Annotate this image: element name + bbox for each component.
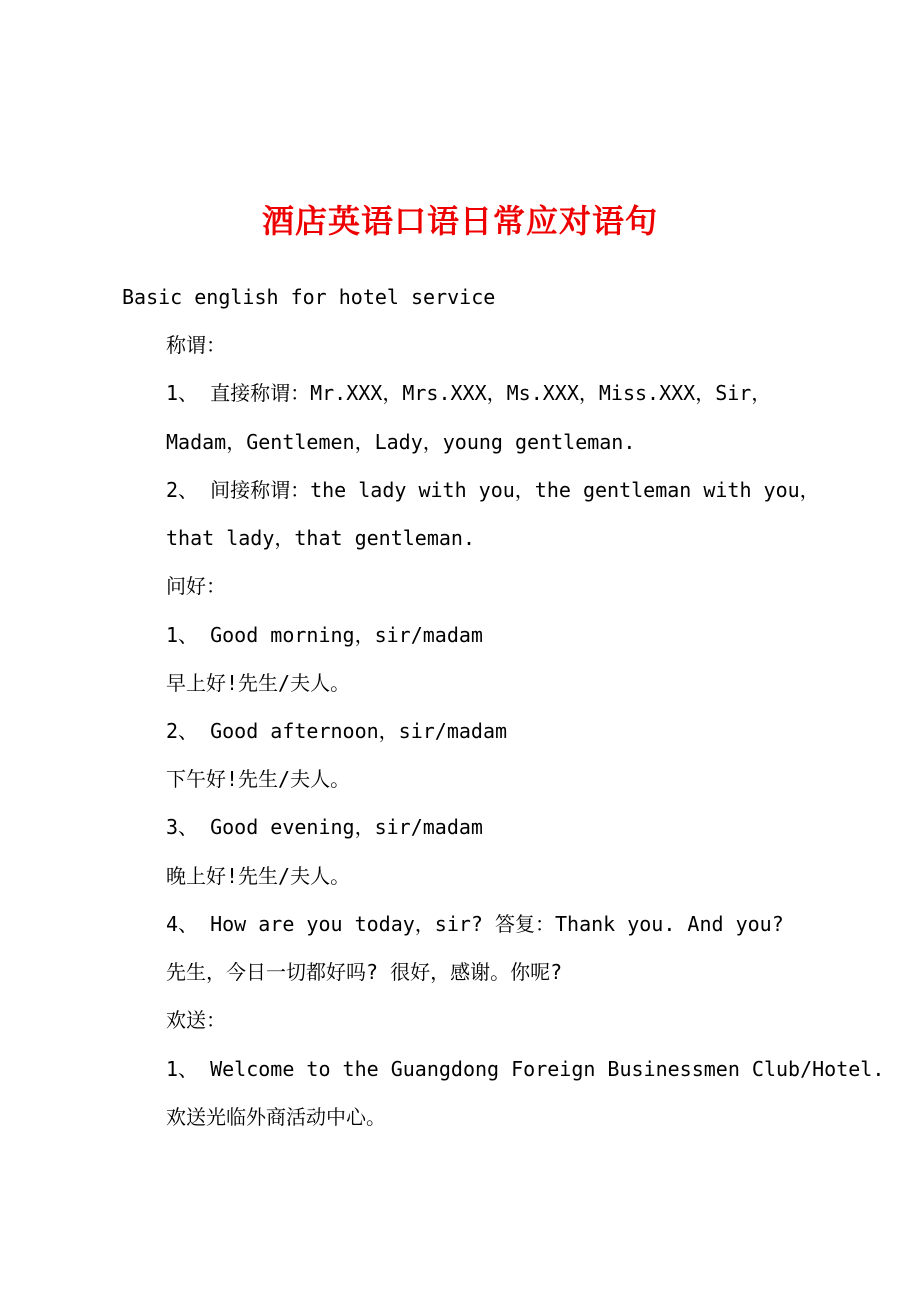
section-heading-greetings: 问好： [166, 574, 226, 598]
text-line: Madam，Gentlemen，Lady，young gentleman. [166, 430, 636, 454]
document-subtitle: Basic english for hotel service [122, 285, 496, 309]
text-line: 1、 Good morning，sir/madam [166, 623, 483, 647]
text-line: 下午好!先生/夫人。 [166, 767, 351, 791]
text-line: 先生，今日一切都好吗? 很好，感谢。你呢? [166, 960, 563, 984]
document-title: 酒店英语口语日常应对语句 [261, 202, 658, 240]
text-line: 晚上好!先生/夫人。 [166, 864, 351, 888]
text-line: that lady，that gentleman. [166, 526, 475, 550]
text-line: 2、 间接称谓：the lady with you，the gentleman with you， [166, 478, 820, 502]
text-line: 早上好!先生/夫人。 [166, 671, 351, 695]
text-line: 欢送光临外商活动中心。 [166, 1105, 386, 1129]
text-line: 1、 Welcome to the Guangdong Foreign Businessmen Club/Hotel. [166, 1057, 885, 1081]
section-heading-forms-of-address: 称谓： [166, 333, 226, 357]
text-line: 1、 直接称谓：Mr.XXX，Mrs.XXX，Ms.XXX，Miss.XXX，Sir， [166, 381, 772, 405]
text-line: 4、 How are you today，sir? 答复：Thank you. And you? [166, 912, 784, 936]
text-line: 2、 Good afternoon，sir/madam [166, 719, 508, 743]
section-heading-welcome: 欢送： [166, 1008, 226, 1032]
text-line: 3、 Good evening，sir/madam [166, 815, 483, 839]
